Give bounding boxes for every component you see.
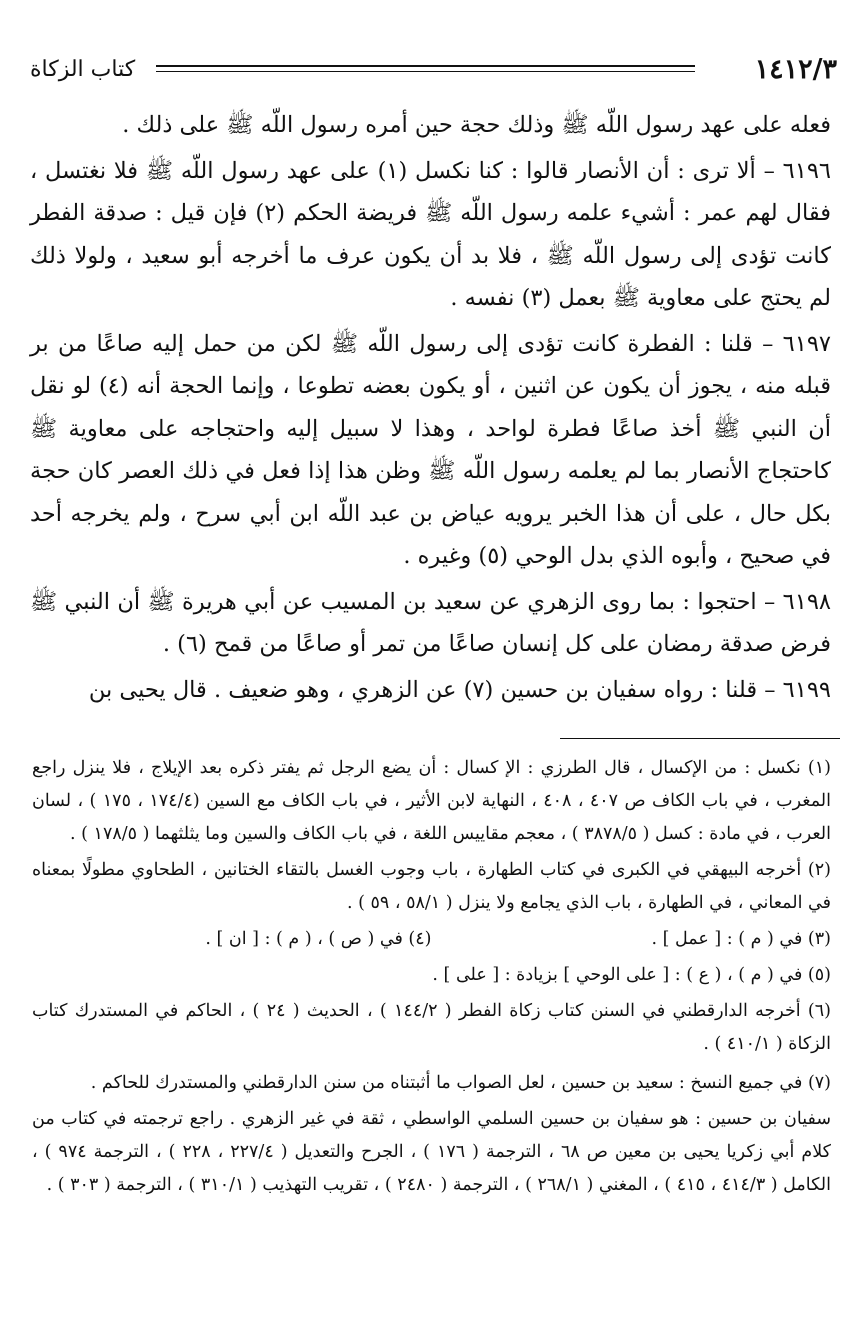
footnote-row-3-4 bbox=[32, 923, 831, 956]
footnote-2: (٢) أخرجه البيهقي في الكبرى في كتاب الطهارة ، باب وجوب الغسل بالتقاء الختانين ، الطحاوي مطولًا بمعناه في المعاني ، في الطهارة ، باب الذي يجامع ولا ينزل ( ٥٨/١ ، ٥٩ ) . bbox=[32, 860, 831, 913]
paragraph-6198: ٦١٩٨ – احتجوا : بما روى الزهري عن سعيد بن المسيب عن أبي هريرة ﷺ أن النبي ﷺ فرض صدقة رمضان على كل إنسان صاعًا من تمر أو صاعًا من قمح (٦) . bbox=[30, 588, 831, 657]
footnote-5: (٥) في ( م ) ، ( ع ) : [ على الوحي ] بزيادة : [ على ] . bbox=[432, 965, 831, 985]
page-header bbox=[26, 52, 841, 92]
page-number: ١٤١٢/٣ bbox=[754, 54, 837, 85]
footnote-3: (٣) في ( م ) : [ عمل ] . bbox=[651, 929, 831, 949]
footnote-7-continued: سفيان بن حسين : هو سفيان بن حسين السلمي الواسطي ، ثقة في غير الزهري . راجع ترجمته في كتاب من كلام أبي زكريا يحيى بن معين ص ٦٨ ، الترجمة ( ١٧٦ ) ، الجرح والتعديل ( ٢٢٧/٤ ، ٢٢٨ ) ، الترجمة ٩٧٤ ) ، الكامل ( ٤١٤/٣ ، ٤١٥ ) ، المغني ( ٢٦٨/١ ) ، الترجمة ( ٢٤٨٠ ) ، تقريب التهذيب ( ٣١٠/١ ) ، الترجمة ( ٣٠٣ ) . bbox=[32, 1109, 831, 1195]
book-title: كتاب الزكاة bbox=[30, 57, 136, 82]
main-text bbox=[30, 104, 831, 714]
paragraph-6196: ٦١٩٦ – ألا ترى : أن الأنصار قالوا : كنا نكسل (١) على عهد رسول اللّه ﷺ فلا نغتسل ، فقال لهم عمر : أشيء علمه رسول اللّه ﷺ فريضة الحكم (٢) فإن قيل : صدقة الفطر كانت تؤدى إلى رسول اللّه ﷺ ، فلا بد أن يكون عرف ما أخرجه أبو سعيد ، ولولا ذلك لم يحتج على معاوية ﷺ بعمل (٣) نفسه . bbox=[30, 157, 831, 311]
footnote-1: (١) نكسل : من الإكسال ، قال الطرزي : الإ كسال : أن يضع الرجل ثم يفتر ذكره بعد الإيلاج ، فلا ينزل راجع المغرب ، في باب الكاف ص ٤٠٧ ، ٤٠٨ ، النهاية لابن الأثير ، في باب الكاف مع السين (١٧٤/٤ ، ١٧٥ ) ، لسان العرب ، في مادة : كسل ( ٣٨٧٨/٥ ) ، معجم مقاييس اللغة ، في باب الكاف والسين وما يثلثهما ( ١٧٨/٥ ) . bbox=[32, 758, 832, 844]
footnotes bbox=[32, 752, 831, 1205]
paragraph-6197: ٦١٩٧ – قلنا : الفطرة كانت تؤدى إلى رسول اللّه ﷺ لكن من حمل إليه صاعًا من بر قبله منه ، يجوز أن يكون عن اثنين ، أو يكون بعضه تطوعا ، وإنما الحجة أنه (٤) لو نقل أن النبي ﷺ أخذ صاعًا فطرة لواحد ، وهذا لا سبيل إليه واحتجاجه على معاوية ﷺ كاحتجاج الأنصار بما لم يعلمه رسول اللّه ﷺ وظن هذا إذا فعل في ذلك العصر كان حجة بكل حال ، على أن هذا الخبر يرويه عياض بن عبد اللّه ابن أبي سرح ، ولم يخرجه أحد في صحيح ، وأبوه الذي بدل الوحي (٥) وغيره . bbox=[30, 330, 831, 569]
footnote-7: (٧) في جميع النسخ : سعيد بن حسين ، لعل الصواب ما أثبتناه من سنن الدارقطني والمستدرك للحاكم . bbox=[90, 1073, 831, 1093]
footnote-6: (٦) أخرجه الدارقطني في السنن كتاب زكاة الفطر ( ١٤٤/٢ ) ، الحديث ( ٢٤ ) ، الحاكم في المستدرك كتاب الزكاة ( ٤١٠/١ ) . bbox=[32, 1001, 831, 1054]
header-rule bbox=[156, 65, 695, 67]
footnote-4: (٤) في ( ص ) ، ( م ) : [ ان ] . bbox=[205, 929, 432, 949]
paragraph-6199: ٦١٩٩ – قلنا : رواه سفيان بن حسين (٧) عن الزهري ، وهو ضعيف . قال يحيى بن bbox=[88, 676, 831, 703]
header-rule-thin bbox=[156, 71, 695, 72]
footnote-separator bbox=[560, 738, 840, 739]
paragraph-intro: فعله على عهد رسول اللّه ﷺ وذلك حجة حين أمره رسول اللّه ﷺ على ذلك . bbox=[122, 112, 831, 138]
